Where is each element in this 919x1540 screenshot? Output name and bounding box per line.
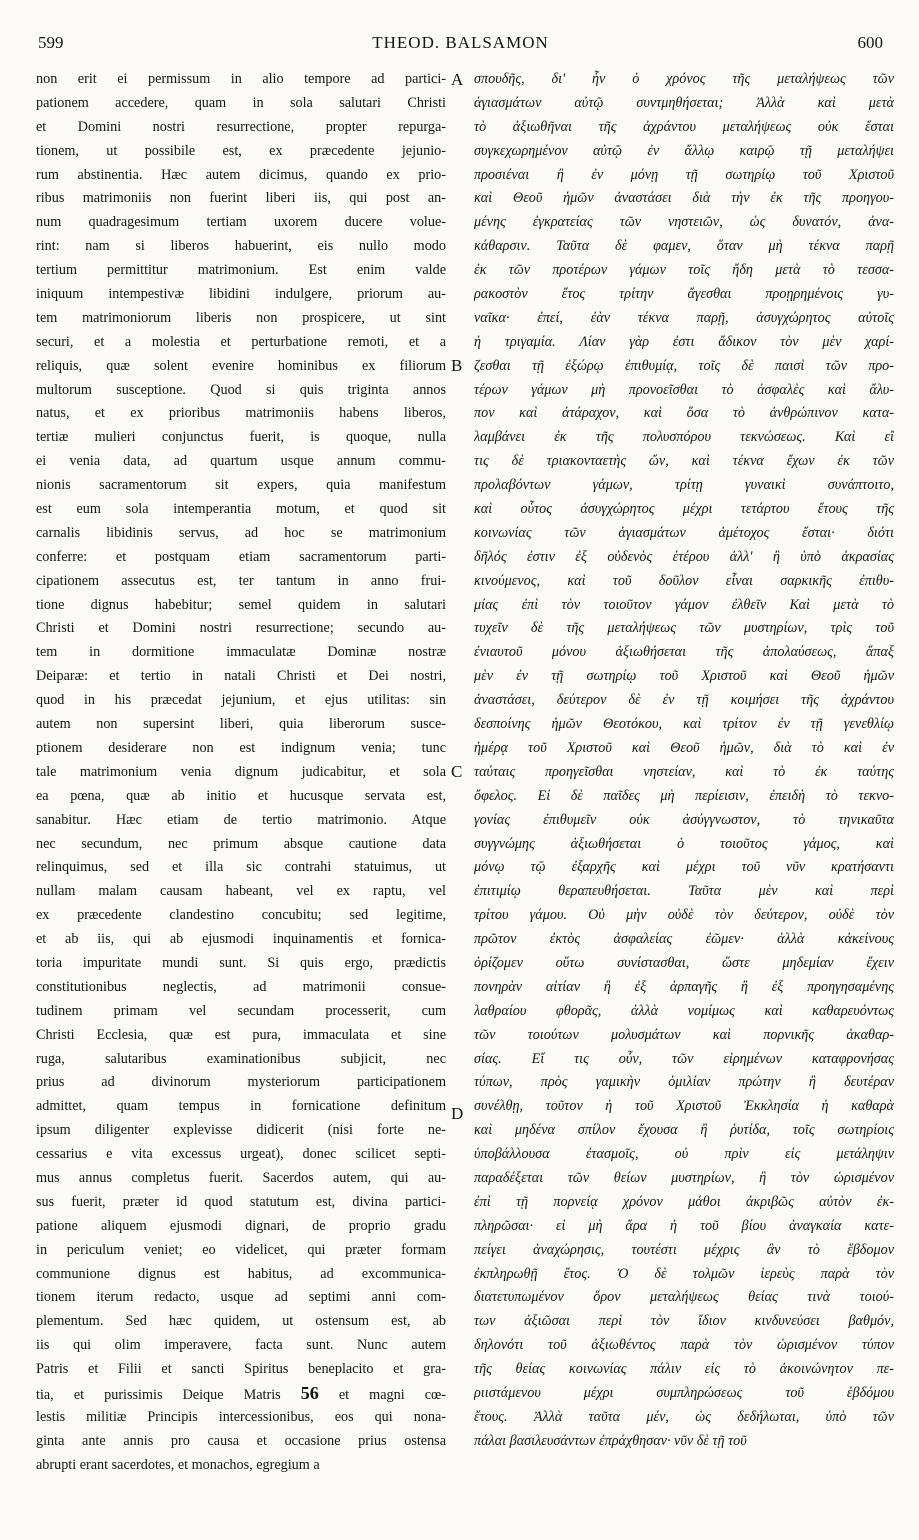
section-marker-c: C (451, 762, 463, 781)
greek-line: πάλαι βασιλευσάντων ἐπράχθησαν· νῦν δὲ τῇ τοῦ (474, 1432, 747, 1449)
greek-line: ἔτους. Ἀλλὰ ταῦτα μέν, ὡς δεδήλωται, ὑπὸ τῶν (474, 1408, 894, 1425)
latin-line: natus, et ex prioribus matrimoniis habens liberos, (36, 405, 446, 422)
greek-line: σπουδῆς, δι' ἧν ὁ χρόνος τῆς μεταλήψεως τῶν (474, 71, 894, 87)
latin-column (36, 68, 446, 1478)
latin-line: nec secundum, nec primum absque cautione data (36, 835, 446, 852)
greek-line: προλαβόντων γάμων, τρίτῃ γυναικὶ συνάπτοιτο, (474, 477, 894, 494)
latin-line: rum abstinentia. Hæc autem dicimus, quando ex prio- (36, 166, 446, 183)
greek-line: τύπων, πρὸς γαμικὴν ὁμιλίαν πρώτην ἢ δευτέραν (474, 1074, 894, 1091)
greek-line: ἐπὶ τῇ πορνείᾳ χρόνον μάθοι ἀκριβῶς αὐτὸν ἐκ- (474, 1193, 894, 1210)
latin-line: et Domini nostri resurrectione, propter repurga- (36, 118, 446, 135)
greek-line: τῆς θείας κοινωνίας πάλιν εἰς τὸ ἀκοινώνητον πε- (474, 1361, 894, 1378)
greek-line: τρίτου γάμου. Οὐ μὴν οὐδὲ τὸν δεύτερον, οὐδὲ τὸν (474, 907, 894, 924)
greek-line: τέρων γάμων μὴ προνοεῖσθαι τὸ ἀσφαλὲς καὶ ἄλυ- (474, 381, 894, 398)
greek-line: ὁρίζομεν οὕτω συνίστασθαι, ὥστε μηδεμίαν ἔχειν (474, 954, 894, 971)
greek-line: μίας ἐπὶ τὸν τοιοῦτον γάμον ἐλθεῖν Καὶ μετὰ τὸ (474, 596, 894, 613)
latin-line: securi, et a molestia et perturbatione remoti, et a (36, 333, 446, 350)
latin-line: in periculum veniet; eo videlicet, qui præter formam (36, 1241, 446, 1258)
greek-line: ἁγιασμάτων αὐτῷ συντμηθήσεται; Ἀλλὰ καὶ μετὰ (474, 94, 894, 111)
greek-line: ἐκπληρωθῇ ἔτος. Ὁ δὲ τολμῶν ἱερεὺς παρὰ τὸν (474, 1265, 894, 1282)
latin-line: tertium permittitur matrimonium. Est enim valde (36, 262, 446, 279)
greek-line: ἡ τριγαμία. Λίαν γὰρ ἐστι ἄδικον τὸν μὲν χαρί- (474, 333, 894, 350)
latin-line: ex præcedente clandestino concubitu; sed legitime, (36, 907, 446, 924)
latin-line: ruga, salutaribus examinationibus subjicit, nec (36, 1050, 446, 1067)
line-text: tia, et purissimis Deique Matris (36, 1386, 281, 1403)
greek-line: ἐπιτιμίῳ θεραπευθήσεται. Ταῦτα μὲν καὶ περὶ (474, 883, 894, 900)
latin-line: lestis militiæ Principis intercessionibus, eos qui nona- (36, 1408, 446, 1425)
page-number-left: 599 (38, 33, 64, 52)
greek-line: παραδέξεται τῶν θείων μυστηρίων, ἢ τὸν ὡρισμένον (474, 1169, 894, 1186)
latin-line: tale matrimonium venia dignum judicabitur, et sola (36, 763, 446, 780)
greek-line: λαμβάνει ἐκ τῆς πολυσπόρου τεκνώσεως. Καὶ εἴ (474, 429, 894, 446)
greek-line: προσιέναι ἢ ἐν μόνῃ τῇ σωτηρίῳ τοῦ Χριστοῦ (474, 166, 894, 183)
greek-line: κινούμενος, καὶ τοῦ δοῦλον εἶναι σαρκικῆς ἐπιθυ- (474, 572, 894, 589)
greek-line: μόνῳ τῷ ἐξαρχῆς καὶ μέχρι τοῦ νῦν κρατήσαντι (474, 859, 894, 876)
latin-line: non erit ei permissum in alio tempore ad partici- (36, 71, 446, 87)
greek-line: γονίας ἐπιθυμεῖν οὐκ ἀσύγγνωστον, τὸ τηνικαῦτα (474, 811, 894, 828)
greek-line: ναῖκα· ἐπεί, ἐὰν τέκνα παρῇ, ἀσυγχώρητος αὐτοῖς (474, 309, 894, 326)
greek-line: συγκεχωρημένον αὐτῷ ἐν ἄλλῳ καιρῷ τῇ μεταλήψει (474, 142, 894, 159)
greek-line: πείγει ἀναχώρησις, τουτέστι μέχρις ἂν τὸ ἕβδομον (474, 1241, 894, 1258)
greek-line: μὲν ἐν τῇ σωτηρίῳ τοῦ Χριστοῦ καὶ Θεοῦ ἡμῶν (474, 668, 894, 685)
latin-line: ei venia data, ad quartum usque annum commu- (36, 453, 446, 470)
latin-line: abrupti erant sacerdotes, et monachos, egregium a (36, 1456, 320, 1473)
greek-line: δῆλός ἐστιν ἐξ οὐδενὸς ἑτέρου ἀλλ' ἢ ὑπὸ ἀκρασίας (474, 548, 894, 565)
latin-line: iniquum intempestivæ libidini indulgere, priorum au- (36, 286, 446, 303)
greek-line: καὶ μηδένα σπίλον ἔχουσα ἢ ῥυτίδα, τοῖς σωτηρίοις (474, 1122, 894, 1139)
greek-line: ἡμέρᾳ τοῦ Χριστοῦ καὶ Θεοῦ ἡμῶν, διὰ τὸ καὶ ἐν (474, 739, 894, 756)
greek-line: τυχεῖν δὲ τῆς μεταλήψεως τῶν μυστηρίων, τρὶς τοῦ (474, 620, 894, 637)
section-marker-a: A (451, 70, 464, 89)
latin-line: pationem accedere, quam in sola salutari Christi (36, 94, 446, 111)
latin-line: Patris et Filii et sancti Spiritus beneplacito et gra- (36, 1361, 446, 1378)
greek-line: πληρῶσαι· εἰ μὴ ἄρα ἡ τοῦ βίου ἀναγκαία κατε- (474, 1217, 894, 1234)
latin-line: relinquimus, sed et illa sic contrahi statuimus, ut (36, 859, 446, 876)
latin-line: tudinem primam vel secundam processerit, cum (36, 1002, 446, 1019)
greek-column (474, 68, 894, 1454)
latin-line: communione dignus est habitus, ad excommunica- (36, 1265, 446, 1282)
running-title: THEOD. BALSAMON (372, 33, 549, 52)
latin-line: sus fuerit, præter id quod statutum est, divina partici- (36, 1193, 446, 1210)
latin-line: constitutionibus neglectis, ad matrimonii consue- (36, 978, 446, 995)
greek-line: καὶ Θεοῦ ἡμῶν ἀναστάσει διὰ τὴν ἐκ τῆς προηγου- (474, 190, 894, 207)
latin-line: cessarius e vita excessus urgeat), donec scilicet septi- (36, 1146, 446, 1163)
greek-line: διατετυπωμένον ὅρον μεταλήψεως θείας τινὰ τοιού- (474, 1289, 894, 1306)
latin-line: tertiæ mulieri conjunctus fuerit, is quoque, nulla (36, 429, 446, 446)
greek-line: κοινωνίας τῶν ἁγιασμάτων ἀμέτοχος ἔσται· διότι (474, 524, 894, 541)
greek-line: τὸ ἀξιωθῆναι τῆς ἀχράντου μεταλήψεως οὐκ ἔσται (474, 118, 894, 135)
latin-line: multorum susceptione. Quod si quis triginta annos (36, 381, 446, 398)
latin-line: cipationem assecutus est, ter tantum in anno frui- (36, 572, 446, 589)
greek-line: καὶ οὗτος ἀσυγχώρητος μέχρι τετάρτου ἔτους τῆς (474, 501, 894, 518)
greek-line: κάθαρσιν. Ταῦτα δὲ φαμεν, ὅταν μὴ τέκνα παρῇ (474, 238, 894, 255)
latin-line: Christi Ecclesia, quæ est pura, immaculata et sine (36, 1026, 446, 1043)
latin-line: autem non supersint liberi, quia liberorum susce- (36, 716, 446, 733)
greek-line: συγγνώμης ἀξιωθήσεται ὁ τοιοῦτος γάμος, καὶ (474, 835, 894, 852)
greek-line: ὑποβάλλουσα ἐτασμοῖς, οὐ πρὶν εἰς μετάληψιν (474, 1146, 894, 1163)
latin-line: reliquis, quæ solent evenire hominibus ex filiorum (36, 357, 446, 374)
latin-line: tionem iterum redacto, usque ad septimi anni com- (36, 1289, 446, 1306)
greek-line: τις δὲ τριακονταετὴς ὤν, καὶ τέκνα ἔχων ἐκ τῶν (474, 453, 894, 470)
latin-line: ginta ante annis pro causa et occasione prius ostensa (36, 1432, 446, 1449)
greek-line: πον καὶ ἀτάραχον, καὶ ὅσα τὸ ἀνθρώπινον κατα- (474, 405, 894, 422)
greek-line: συνέλθῃ, τοῦτον ἡ τοῦ Χριστοῦ Ἐκκλησία ἡ καθαρὰ (474, 1098, 894, 1115)
latin-line: rint: nam si liberos habuerint, eis nullo modo (36, 238, 446, 255)
latin-line: admittet, quam tempus in fornicatione definitum (36, 1098, 446, 1115)
latin-line: tem matrimoniorum liberis non prospicere, ut sint (36, 309, 446, 326)
greek-line: ρακοστὸν ἔτος τρίτην ἄγεσθαι προῃρημένοις γυ- (474, 286, 894, 303)
latin-line: conferre: et postquam etiam sacramentorum parti- (36, 548, 446, 565)
latin-line: nionis sacramentorum sit expers, quia manifestum (36, 477, 446, 494)
latin-line: quod in his præcedat jejunium, et ejus utilitas: sin (36, 692, 446, 709)
latin-line: est eum sola intemperantia motum, et quod sit (36, 501, 446, 518)
inline-page-number: 56 (300, 1382, 319, 1403)
latin-line: Christi et Domini nostri resurrectione; secundo au- (36, 620, 446, 637)
greek-line: τῶν τοιούτων μολυσμάτων καὶ πορνικῆς ἀκαθαρ- (474, 1026, 894, 1043)
latin-line: ptionem desiderare non est indignum venia; tunc (36, 739, 446, 756)
latin-line: et ab iis, qui ab ejusmodi inquinamentis et fornica- (36, 931, 446, 948)
latin-line: iis qui olim imperavere, facta sunt. Nunc autem (36, 1337, 446, 1354)
greek-line: σίας. Εἴ τις οὖν, τῶν εἰρημένων καταφρονήσας (474, 1050, 894, 1067)
greek-line: λαθραίου φθορᾶς, ἀλλὰ νομίμως καὶ καθαρευόντως (474, 1002, 894, 1019)
latin-line: ribus matrimoniis non fuerint liberi iis, qui post an- (36, 190, 446, 207)
greek-line: ὄφελος. Εἰ δὲ παῖδες μὴ περίεισιν, ἐπειδὴ τὸ τεκνο- (474, 787, 894, 804)
line-text-tail: et magni cœ- (318, 1386, 446, 1403)
latin-line: mus annus completus fuerit. Sacerdos autem, qui au- (36, 1169, 446, 1186)
section-marker-d: D (451, 1104, 464, 1123)
latin-line: tionem, ut possibile est, ex præcedente jejunio- (36, 142, 446, 159)
latin-line: nullam malam causam habeant, vel ex raptu, vel (36, 883, 446, 900)
page-number-right: 600 (857, 33, 883, 52)
latin-line: num quadragesimum tertiam uxorem ducere volue- (36, 214, 446, 231)
latin-line: toria impuritate mundi sunt. Si quis ergo, prædictis (36, 954, 446, 971)
latin-line (36, 1382, 446, 1406)
greek-line: πονηρὰν αἰτίαν ἢ ἐξ ἁρπαγῆς ἢ ἐξ προηγησαμένης (474, 978, 894, 995)
greek-line: ζεσθαι τῇ ἐξώρῳ ἐπιθυμίᾳ, τοῖς δὲ παισὶ τῶν προ- (474, 357, 894, 374)
greek-line: ριιστάμενου μέχρι συμπληρώσεως τοῦ ἑβδόμου (474, 1384, 894, 1401)
latin-line: ipsum diligenter explevisse didicerit (nisi forte ne- (36, 1122, 446, 1139)
greek-line: δεσποίνης ἡμῶν Θεοτόκου, καὶ τρίτον ἐν τῇ γενεθλίῳ (474, 716, 894, 733)
latin-line: Deiparæ: et tertio in natali Christi et Dei nostri, (36, 668, 446, 685)
latin-line: tem in dormitione immaculatæ Dominæ nostræ (36, 644, 446, 661)
greek-line: των ἀξιῶσαι περὶ τὸν ἴδιον κινδυνεύσει βαθμόν, (474, 1313, 894, 1330)
greek-line: δηλονότι τοῦ ἀξιωθέντος παρὰ τὸν ὡρισμένον τύπον (474, 1337, 894, 1354)
latin-line: patione aliquem ejusmodi dignari, de proprio gradu (36, 1217, 446, 1234)
section-marker-b: B (451, 356, 463, 375)
greek-line: πρῶτον ἐκτὸς ἀσφαλείας ἐῶμεν· ἀλλὰ κἀκείνους (474, 931, 894, 948)
page-header (38, 33, 883, 59)
greek-line: ταύταις προηγεῖσθαι νηστείαν, καὶ τὸ ἐκ ταύτης (474, 763, 894, 780)
greek-line: μένης ἐγκρατείας τῶν νηστειῶν, ὡς δυνατόν, ἀνα- (474, 214, 894, 231)
latin-line: carnalis libidinis servus, ad hoc se matrimonium (36, 524, 446, 541)
latin-line: prius ad divinorum mysteriorum participationem (36, 1074, 446, 1091)
latin-line: ea pœna, quæ ab initio et hucusque servata est, (36, 787, 446, 804)
greek-line: ἐκ τῶν προτέρων γάμων τοῖς ἤδη μετὰ τὸ τεσσα- (474, 262, 894, 279)
latin-line: tione dignus habebitur; semel quidem in salutari (36, 596, 446, 613)
greek-line: ἐνιαυτοῦ μόνου ἀξιωθήσεται τῆς ἀπολαύσεως, ἅπαξ (474, 644, 894, 661)
latin-line: plementum. Sed hæc quidem, ut ostensum est, ab (36, 1313, 446, 1330)
greek-line: ἀναστάσει, δεύτερον δὲ ἐν τῇ κοιμήσει τῆς ἀχράντου (474, 692, 894, 709)
latin-line: sanabitur. Hæc etiam de tertio matrimonio. Atque (36, 811, 446, 828)
